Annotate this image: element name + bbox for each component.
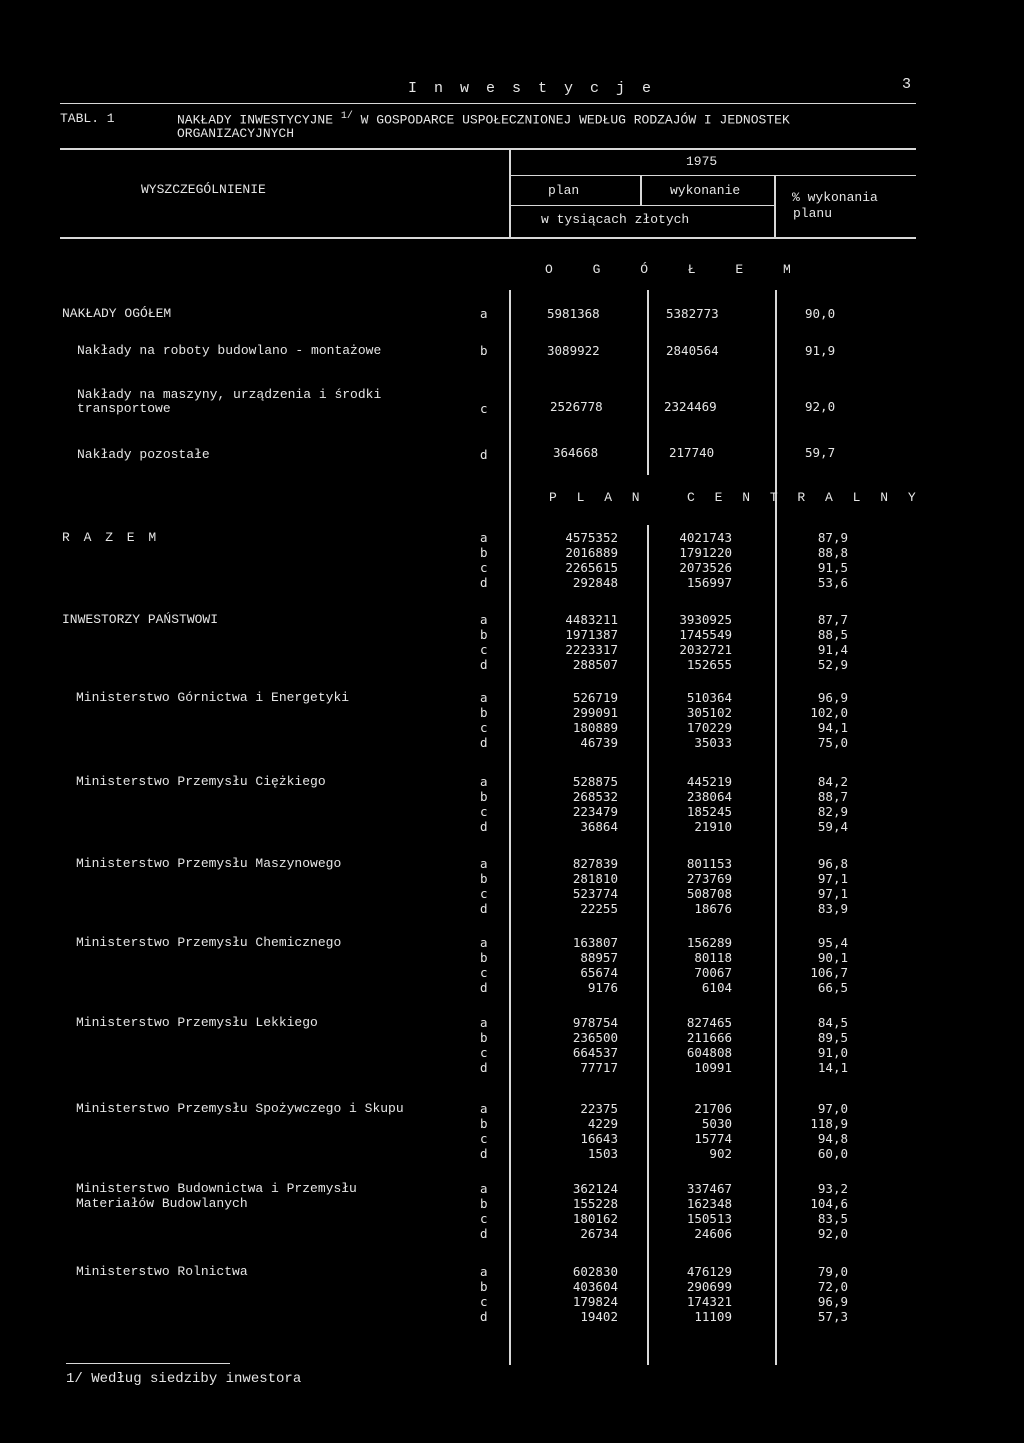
row-plan-value: 77717: [580, 1060, 618, 1075]
row-wykonanie-value: 290699: [686, 1279, 732, 1294]
table-title-line2: ORGANIZACYJNYCH: [177, 126, 295, 141]
ogolem-pct-1: 91,9: [805, 343, 836, 358]
row-letter: d: [480, 1060, 488, 1075]
pct-header-line2: planu: [793, 206, 833, 221]
row-pct-value: 83,5: [817, 1211, 848, 1226]
row-pct-value: 118,9: [810, 1116, 848, 1131]
row-pct-value: 91,4: [817, 642, 848, 657]
row-wykonanie-value: 5030: [701, 1116, 732, 1131]
row-letter: c: [480, 1045, 488, 1060]
row-pct-value: 91,5: [817, 560, 848, 575]
row-plan-value: 526719: [572, 690, 618, 705]
footnote: 1/ Według siedziby inwestora: [66, 1371, 302, 1387]
row-wykonanie-value: 11109: [694, 1309, 732, 1324]
row-letter: c: [480, 720, 488, 735]
page-number: 3: [902, 76, 912, 93]
ogolem-plan-2: 2526778: [550, 399, 603, 414]
row-pct-value: 87,7: [817, 612, 848, 627]
row-plan-value: 46739: [580, 735, 618, 750]
ogolem-plan-1: 3089922: [547, 343, 600, 358]
row-plan-value: 22375: [580, 1101, 618, 1116]
row-wykonanie-value: 2032721: [679, 642, 732, 657]
row-wykonanie-value: 445219: [686, 774, 732, 789]
row-plan-value: 163807: [572, 935, 618, 950]
group-label-line2: Materiałów Budowlanych: [76, 1196, 248, 1211]
ogolem-label-1: Nakłady na roboty budowlano - montażowe: [77, 343, 382, 358]
row-pct-value: 91,0: [817, 1045, 848, 1060]
row-letter: b: [480, 627, 488, 642]
row-plan-value: 36864: [580, 819, 618, 834]
ogolem-label-3: Nakłady pozostałe: [77, 447, 210, 462]
body-divider-left: [509, 290, 511, 1365]
row-wykonanie-value: 156997: [686, 575, 732, 590]
row-letter: d: [480, 980, 488, 995]
row-letter: a: [480, 935, 488, 950]
row-letter: d: [480, 575, 488, 590]
row-pct-value: 96,9: [817, 690, 848, 705]
row-pct-value: 82,9: [817, 804, 848, 819]
row-plan-value: 664537: [572, 1045, 618, 1060]
section-ogolem: O G Ó Ł E M: [545, 262, 807, 277]
ogolem-label-0: NAKŁADY OGÓŁEM: [62, 306, 172, 321]
footnote-mark: 1/: [340, 111, 353, 122]
ogolem-pct-0: 90,0: [805, 306, 836, 321]
row-letter: d: [480, 1226, 488, 1241]
row-pct-value: 92,0: [817, 1226, 848, 1241]
row-pct-value: 83,9: [817, 901, 848, 916]
row-plan-value: 26734: [580, 1226, 618, 1241]
row-wykonanie-value: 827465: [686, 1015, 732, 1030]
group-label: Ministerstwo Przemysłu Spożywczego i Skupu: [76, 1101, 404, 1116]
row-plan-value: 978754: [572, 1015, 618, 1030]
pct-header-line1: % wykonania: [792, 190, 878, 205]
row-letter: b: [480, 705, 488, 720]
row-wykonanie-value: 18676: [694, 901, 732, 916]
row-letter: b: [480, 950, 488, 965]
row-pct-value: 102,0: [810, 705, 848, 720]
ogolem-wyk-0: 5382773: [666, 306, 719, 321]
row-pct-value: 60,0: [817, 1146, 848, 1161]
unit-header: w tysiącach złotych: [541, 212, 690, 227]
row-plan-value: 281810: [572, 871, 618, 886]
row-wykonanie-value: 174321: [686, 1294, 732, 1309]
row-plan-value: 523774: [572, 886, 618, 901]
pct-divider: [774, 175, 776, 238]
ogolem-letter-2: c: [480, 401, 488, 416]
group-label: R A Z E M: [62, 530, 160, 545]
group-label: Ministerstwo Górnictwa i Energetyki: [76, 690, 350, 705]
row-plan-value: 2016889: [565, 545, 618, 560]
row-letter: c: [480, 1294, 488, 1309]
row-wykonanie-value: 70067: [694, 965, 732, 980]
row-letter: a: [480, 1015, 488, 1030]
row-wykonanie-value: 273769: [686, 871, 732, 886]
row-letter: a: [480, 530, 488, 545]
row-pct-value: 90,1: [817, 950, 848, 965]
row-plan-value: 22255: [580, 901, 618, 916]
row-letter: c: [480, 886, 488, 901]
group-label: INWESTORZY PAŃSTWOWI: [62, 612, 219, 627]
row-wykonanie-value: 801153: [686, 856, 732, 871]
row-pct-value: 94,1: [817, 720, 848, 735]
plan-wyk-divider: [640, 175, 642, 205]
group-label: Ministerstwo Przemysłu Chemicznego: [76, 935, 342, 950]
ogolem-letter-0: a: [480, 306, 488, 321]
row-wykonanie-value: 150513: [686, 1211, 732, 1226]
row-plan-value: 4483211: [565, 612, 618, 627]
row-wykonanie-value: 80118: [694, 950, 732, 965]
row-wykonanie-value: 4021743: [679, 530, 732, 545]
row-plan-value: 236500: [572, 1030, 618, 1045]
row-plan-value: 292848: [572, 575, 618, 590]
group-label: Ministerstwo Przemysłu Lekkiego: [76, 1015, 318, 1030]
row-letter: a: [480, 612, 488, 627]
row-wykonanie-value: 510364: [686, 690, 732, 705]
row-pct-value: 75,0: [817, 735, 848, 750]
row-pct-value: 84,2: [817, 774, 848, 789]
row-pct-value: 106,7: [810, 965, 848, 980]
table-title: [177, 111, 790, 127]
row-pct-value: 89,5: [817, 1030, 848, 1045]
row-plan-value: 288507: [572, 657, 618, 672]
row-wykonanie-value: 185245: [686, 804, 732, 819]
row-letter: a: [480, 1264, 488, 1279]
row-wykonanie-value: 1791220: [679, 545, 732, 560]
row-wykonanie-value: 21706: [694, 1101, 732, 1116]
row-pct-value: 72,0: [817, 1279, 848, 1294]
row-plan-value: 180889: [572, 720, 618, 735]
row-wykonanie-value: 902: [709, 1146, 732, 1161]
wykonanie-header: wykonanie: [670, 183, 741, 198]
row-letter: b: [480, 1030, 488, 1045]
row-wykonanie-value: 170229: [686, 720, 732, 735]
row-pct-value: 95,4: [817, 935, 848, 950]
row-letter: b: [480, 871, 488, 886]
row-wykonanie-value: 604808: [686, 1045, 732, 1060]
footnote-rule: [66, 1363, 230, 1364]
spec-divider: [509, 148, 511, 238]
body-divider-mid-top: [647, 290, 649, 475]
row-wykonanie-value: 162348: [686, 1196, 732, 1211]
ogolem-label-2b: transportowe: [77, 401, 171, 416]
group-label: Ministerstwo Budownictwa i Przemysłu: [76, 1181, 357, 1196]
row-plan-value: 362124: [572, 1181, 618, 1196]
row-letter: b: [480, 789, 488, 804]
ogolem-plan-3: 364668: [553, 445, 599, 460]
row-letter: d: [480, 901, 488, 916]
row-plan-value: 602830: [572, 1264, 618, 1279]
ogolem-pct-3: 59,7: [805, 445, 836, 460]
header-bottom-rule: [60, 237, 916, 239]
header-rule: [60, 103, 916, 104]
row-wykonanie-value: 15774: [694, 1131, 732, 1146]
row-plan-value: 299091: [572, 705, 618, 720]
spec-header: WYSZCZEGÓLNIENIE: [141, 182, 266, 197]
row-plan-value: 4575352: [565, 530, 618, 545]
row-wykonanie-value: 211666: [686, 1030, 732, 1045]
ogolem-letter-1: b: [480, 343, 488, 358]
row-letter: b: [480, 1116, 488, 1131]
row-plan-value: 9176: [587, 980, 618, 995]
row-plan-value: 403604: [572, 1279, 618, 1294]
row-plan-value: 223479: [572, 804, 618, 819]
table-title-rest: W GOSPODARCE USPOŁECZNIONEJ WEDŁUG RODZAJÓW I JEDNOSTEK: [360, 112, 790, 128]
row-pct-value: 57,3: [817, 1309, 848, 1324]
row-pct-value: 14,1: [817, 1060, 848, 1075]
row-plan-value: 88957: [580, 950, 618, 965]
year-header: 1975: [686, 154, 718, 169]
row-letter: b: [480, 1196, 488, 1211]
row-letter: a: [480, 856, 488, 871]
table-label: TABL. 1: [60, 111, 115, 126]
row-wykonanie-value: 3930925: [679, 612, 732, 627]
row-pct-value: 93,2: [817, 1181, 848, 1196]
row-wykonanie-value: 24606: [694, 1226, 732, 1241]
row-plan-value: 268532: [572, 789, 618, 804]
row-wykonanie-value: 152655: [686, 657, 732, 672]
row-wykonanie-value: 508708: [686, 886, 732, 901]
row-letter: a: [480, 690, 488, 705]
body-divider-right: [775, 290, 777, 1365]
row-pct-value: 96,8: [817, 856, 848, 871]
row-plan-value: 19402: [580, 1309, 618, 1324]
row-letter: d: [480, 657, 488, 672]
ogolem-pct-2: 92,0: [805, 399, 836, 414]
row-pct-value: 88,7: [817, 789, 848, 804]
row-letter: b: [480, 545, 488, 560]
row-pct-value: 96,9: [817, 1294, 848, 1309]
row-plan-value: 827839: [572, 856, 618, 871]
row-wykonanie-value: 21910: [694, 819, 732, 834]
row-wykonanie-value: 1745549: [679, 627, 732, 642]
row-letter: c: [480, 1131, 488, 1146]
row-pct-value: 79,0: [817, 1264, 848, 1279]
row-plan-value: 2265615: [565, 560, 618, 575]
row-wykonanie-value: 238064: [686, 789, 732, 804]
ogolem-plan-0: 5981368: [547, 306, 600, 321]
row-wykonanie-value: 6104: [701, 980, 732, 995]
row-letter: c: [480, 560, 488, 575]
plan-header: plan: [548, 183, 580, 198]
row-plan-value: 65674: [580, 965, 618, 980]
row-letter: d: [480, 1309, 488, 1324]
row-pct-value: 88,8: [817, 545, 848, 560]
ogolem-wyk-3: 217740: [669, 445, 715, 460]
table-title-line1: NAKŁADY INWESTYCYJNE: [177, 112, 334, 128]
row-letter: c: [480, 1211, 488, 1226]
row-plan-value: 16643: [580, 1131, 618, 1146]
row-wykonanie-value: 35033: [694, 735, 732, 750]
row-pct-value: 97,1: [817, 886, 848, 901]
ogolem-letter-3: d: [480, 447, 488, 462]
row-letter: a: [480, 1101, 488, 1116]
row-letter: c: [480, 804, 488, 819]
group-label: Ministerstwo Przemysłu Ciężkiego: [76, 774, 326, 789]
unit-rule: [509, 205, 774, 206]
ogolem-label-2: Nakłady na maszyny, urządzenia i środki: [77, 387, 382, 402]
row-letter: a: [480, 1181, 488, 1196]
row-pct-value: 94,8: [817, 1131, 848, 1146]
row-pct-value: 97,1: [817, 871, 848, 886]
row-wykonanie-value: 2073526: [679, 560, 732, 575]
row-pct-value: 84,5: [817, 1015, 848, 1030]
row-letter: d: [480, 819, 488, 834]
row-wykonanie-value: 337467: [686, 1181, 732, 1196]
row-plan-value: 179824: [572, 1294, 618, 1309]
row-plan-value: 180162: [572, 1211, 618, 1226]
row-pct-value: 87,9: [817, 530, 848, 545]
row-plan-value: 4229: [587, 1116, 618, 1131]
row-letter: a: [480, 774, 488, 789]
row-pct-value: 52,9: [817, 657, 848, 672]
row-plan-value: 528875: [572, 774, 618, 789]
row-plan-value: 155228: [572, 1196, 618, 1211]
row-pct-value: 59,4: [817, 819, 848, 834]
row-letter: b: [480, 1279, 488, 1294]
year-rule: [509, 175, 916, 176]
row-pct-value: 88,5: [817, 627, 848, 642]
row-wykonanie-value: 305102: [686, 705, 732, 720]
row-wykonanie-value: 476129: [686, 1264, 732, 1279]
section-title: I n w e s t y c j e: [408, 80, 656, 97]
row-wykonanie-value: 10991: [694, 1060, 732, 1075]
row-pct-value: 66,5: [817, 980, 848, 995]
row-plan-value: 1971387: [565, 627, 618, 642]
row-wykonanie-value: 156289: [686, 935, 732, 950]
ogolem-wyk-1: 2840564: [666, 343, 719, 358]
row-plan-value: 2223317: [565, 642, 618, 657]
section-plan-centralny: P L A N C E N T R A L N Y: [549, 490, 922, 505]
group-label: Ministerstwo Rolnictwa: [76, 1264, 248, 1279]
row-pct-value: 53,6: [817, 575, 848, 590]
row-letter: d: [480, 1146, 488, 1161]
group-label: Ministerstwo Przemysłu Maszynowego: [76, 856, 342, 871]
ogolem-wyk-2: 2324469: [664, 399, 717, 414]
row-pct-value: 104,6: [810, 1196, 848, 1211]
row-letter: c: [480, 642, 488, 657]
table-top-rule: [60, 148, 916, 150]
row-letter: c: [480, 965, 488, 980]
row-plan-value: 1503: [587, 1146, 618, 1161]
row-letter: d: [480, 735, 488, 750]
row-pct-value: 97,0: [817, 1101, 848, 1116]
